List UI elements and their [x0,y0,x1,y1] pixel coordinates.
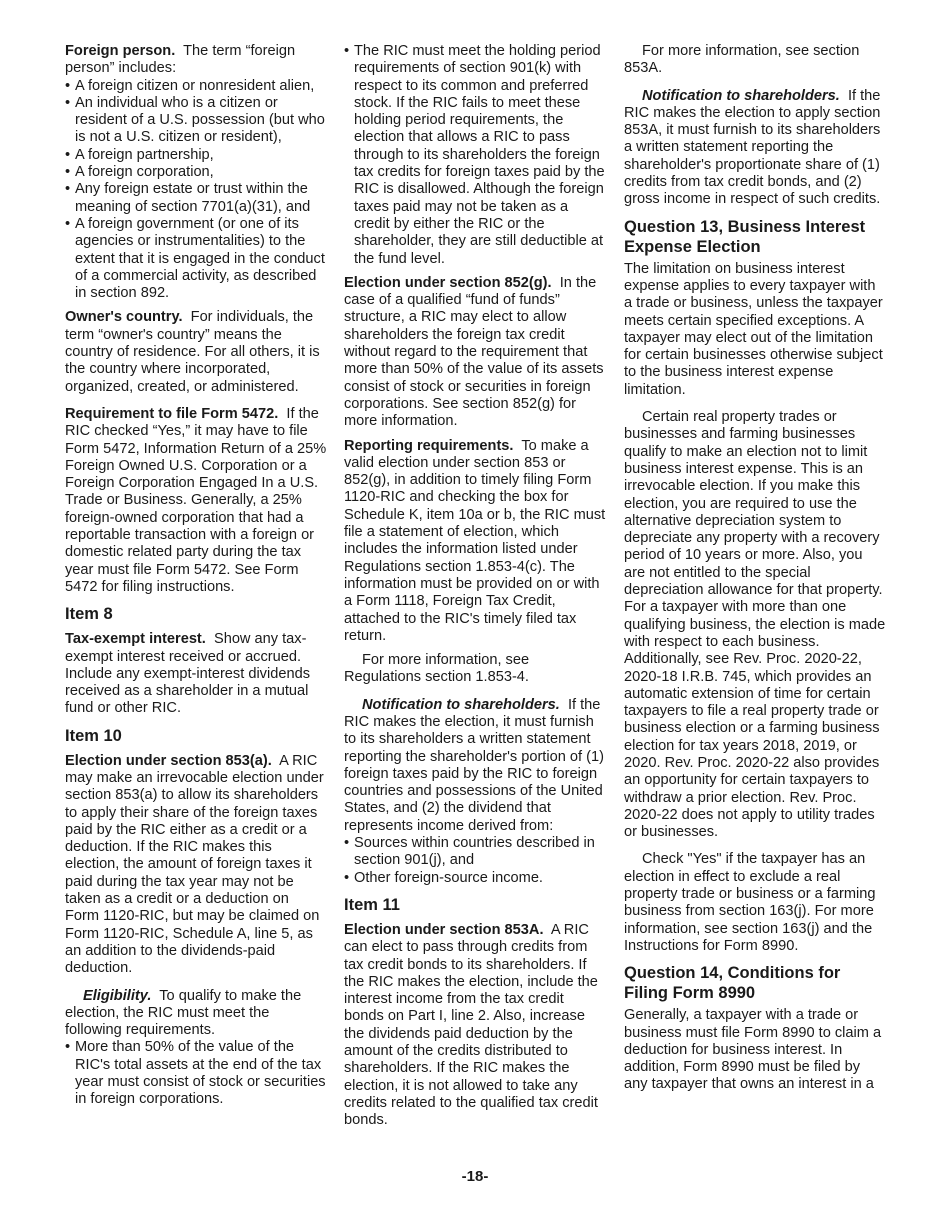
election-853a-paragraph [65,753,327,978]
more-info-853A-paragraph: For more information, see section 853A. [624,43,860,77]
bullet-icon: • [65,181,71,198]
notification-853A-title: Notification to shareholders. [642,87,840,104]
question13-heading: Question 13, Business Interest Expense Election [624,217,866,256]
column-middle [344,43,606,1137]
page-number: -18- [461,1168,489,1185]
notification-paragraph [344,697,606,835]
question13-paragraph-3: Check "Yes" if the taxpayer has an election in effect to exclude a real property trade or business or a farming business from section 163(j). For more information, see section 163(j) and the Instructions for Form 8990. [624,851,876,954]
list-item: • A foreign government (or one of its agencies or instrumentalities) to the extent that it is engaged in the conduct of a commercial activity, as described in section 892. [65,215,325,302]
form5472-text: If the RIC checked “Yes,” it may have to file Form 5472, Information Return of a 25% Foreign Owned U.S. Corporation or a Foreign Corporation Engaged In a U.S. Trade or Business. Generally, a 25% foreign-owned corporation that had a reportable transaction with a foreign or domestic related party during the tax year must file Form 5472. See Form 5472 for filing instructions. [65,405,327,595]
tax-exempt-paragraph [65,631,327,717]
item8-heading: Item 8 [65,605,113,624]
reporting-paragraph [344,438,606,646]
election-853a-text: A RIC may make an irrevocable election under section 853(a) to allow its shareholders to apply their share of the foreign taxes paid by the RIC either as a credit or a deduction. If the RIC makes this election, the amount of foreign taxes it paid during the tax year may not be taken as a credit or a deduction on Form 1120-RIC, but may be claimed on Form 1120-RIC, Schedule A, line 5, as an addition to the dividends-paid deduction. [65,752,324,977]
list-item: • The RIC must meet the holding period requirements of section 901(k) with respect to its common and preferred stock. If the RIC fails to meet these holding period requirements, the election that allows a RIC to pass through to its shareholders the foreign tax credits for foreign taxes paid by the RIC is disallowed. Although the foreign taxes paid may not be taken as a credit by either the RIC or the shareholder, they are still deductible at the fund level. [344,43,605,267]
notification-853A-text: If the RIC makes the election to apply section 853A, it must furnish to its shareholders a written statement reporting the shareholder's proportionate share of (1) credits from tax credit bonds, and (2) gross income in respect of such credits. [624,87,881,208]
list-item: • More than 50% of the value of the RIC's total assets at the end of the tax year must consist of stock or securities in foreign corporations. [65,1039,326,1108]
foreign-person-text: The term “foreign person” includes: [65,43,296,77]
form5472-paragraph [65,406,327,596]
column-left [65,43,327,1116]
item11-heading: Item 11 [344,895,400,914]
list-item: • Any foreign estate or trust within the meaning of section 7701(a)(31), and [65,181,311,215]
bullet-icon: • [65,215,71,232]
item10-heading: Item 10 [65,726,122,745]
holding-period-list [344,43,606,268]
election-852g-paragraph [344,275,606,431]
reporting-title: Reporting requirements. [344,437,514,454]
bullet-icon: • [65,164,71,181]
bullet-icon: • [65,146,71,163]
bullet-icon: • [344,869,350,886]
question14-heading: Question 14, Conditions for Filing Form 8990 [624,964,841,1003]
question13-paragraph-1: The limitation on business interest expense applies to every taxpayer with a trade or business, unless the taxpayer meets certain specified exceptions. A taxpayer may elect out of the limitation for certain businesses otherwise subject to the business interest expense limitation. [624,260,883,398]
list-item: • Sources within countries described in section 901(j), and [344,835,595,869]
list-item: • A foreign corporation, [65,164,214,181]
tax-exempt-text: Show any tax-exempt interest received or accrued. Include any exempt-interest dividends received as a shareholder in a mutual fund or other RIC. [65,631,310,717]
election-853a-title: Election under section 853(a). [65,752,272,769]
election-853A-title: Election under section 853A. [344,921,544,938]
bullet-icon: • [344,835,350,852]
bullet-icon: • [344,43,350,59]
election-853A-paragraph [344,922,606,1130]
election-852g-title: Election under section 852(g). [344,274,552,291]
question13-paragraph-2: Certain real property trades or businesses and farming businesses qualify to make an election not to limit business interest expense. This is an irrevocable election. If you make this election, you are required to use the alternative depreciation system to depreciate any property with a recovery period of 10 years or more. Also, you are not entitled to the special depreciation allowance for that property. For a taxpayer with more than one qualifying business, the election is made with respect to each business. Additionally, see Rev. Proc. 2020-22, 2020-18 I.R.B. 745, which provides an automatic extension of time for certain taxpayers to file a real property trade or business election or a farming business election for tax years 2018, 2019, or 2020. Rev. Proc. 2020-22 also provides an opportunity for certain taxpayers to withdraw a prior election. Rev. Proc. 2020-22 does not apply to utility trades or businesses. [624,409,886,841]
foreign-person-list [65,78,327,303]
more-info-paragraph: For more information, see Regulations section 1.853-4. [344,652,530,686]
election-852g-text: In the case of a qualified “fund of funds” structure, a RIC may elect to allow shareholders the foreign tax credit without regard to the requirement that more than 50% of the value of its assets consist of stock or securities in foreign corporations. See section 852(g) for more information. [344,274,604,430]
foreign-person-paragraph [65,43,327,78]
election-853A-text: A RIC can elect to pass through credits from tax credit bonds to its shareholders. If the RIC makes the election, include the interest income from the tax credit bonds on Part I, line 2. Also, increase the dividends paid deduction by the amount of the credits distributed to shareholders. If the RIC makes the election, it is not allowed to take any credits related to the qualified tax credit bonds. [344,921,598,1129]
list-item: • A foreign partnership, [65,146,214,163]
form5472-title: Requirement to file Form 5472. [65,405,279,422]
notification-title: Notification to shareholders. [362,696,560,713]
list-item: • Other foreign-source income. [344,869,543,886]
eligibility-text: To qualify to make the election, the RIC must meet the following requirements. [65,987,302,1039]
list-item: • A foreign citizen or nonresident alien, [65,77,315,94]
tax-exempt-title: Tax-exempt interest. [65,631,206,648]
eligibility-list [65,1039,327,1108]
list-item: • An individual who is a citizen or resident of a U.S. possession (but who is not a U.S. citizen or resident), [65,94,325,146]
bullet-icon: • [65,94,71,111]
notification-text: If the RIC makes the election, it must furnish to its shareholders a written statement reporting the shareholder's portion of (1) foreign taxes paid by the RIC to foreign countries and possessions of the United States, and (2) the dividend that represents income derived from: [344,696,604,834]
eligibility-paragraph [65,988,327,1040]
bullet-icon: • [65,77,71,94]
owners-country-paragraph [65,309,327,395]
reporting-text: To make a valid election under section 853 or 852(g), in addition to timely filing Form 1120-RIC and checking the box for Schedule K, item 10a or b, the RIC must file a statement of election, which includes the information listed under Regulations section 1.853-4(c). The information must be provided on or with a Form 1118, Foreign Tax Credit, attached to the RIC's timely filed tax return. [344,437,606,644]
owners-country-title: Owner's country. [65,309,183,326]
notification-853A-paragraph [624,88,886,209]
question14-paragraph-1: Generally, a taxpayer with a trade or business must file Form 8990 to claim a deduction for business interest. In addition, Form 8990 must be filed by any taxpayer that owns an interest in a [624,1007,882,1093]
notification-list [344,835,606,887]
bullet-icon: • [65,1039,71,1056]
owners-country-text: For individuals, the term “owner's country” means the country of residence. For all others, it is the country where incorporated, organized, created, or administered. [65,309,320,395]
column-right [624,43,886,1101]
foreign-person-title: Foreign person. [65,43,176,59]
eligibility-title: Eligibility. [83,987,152,1004]
